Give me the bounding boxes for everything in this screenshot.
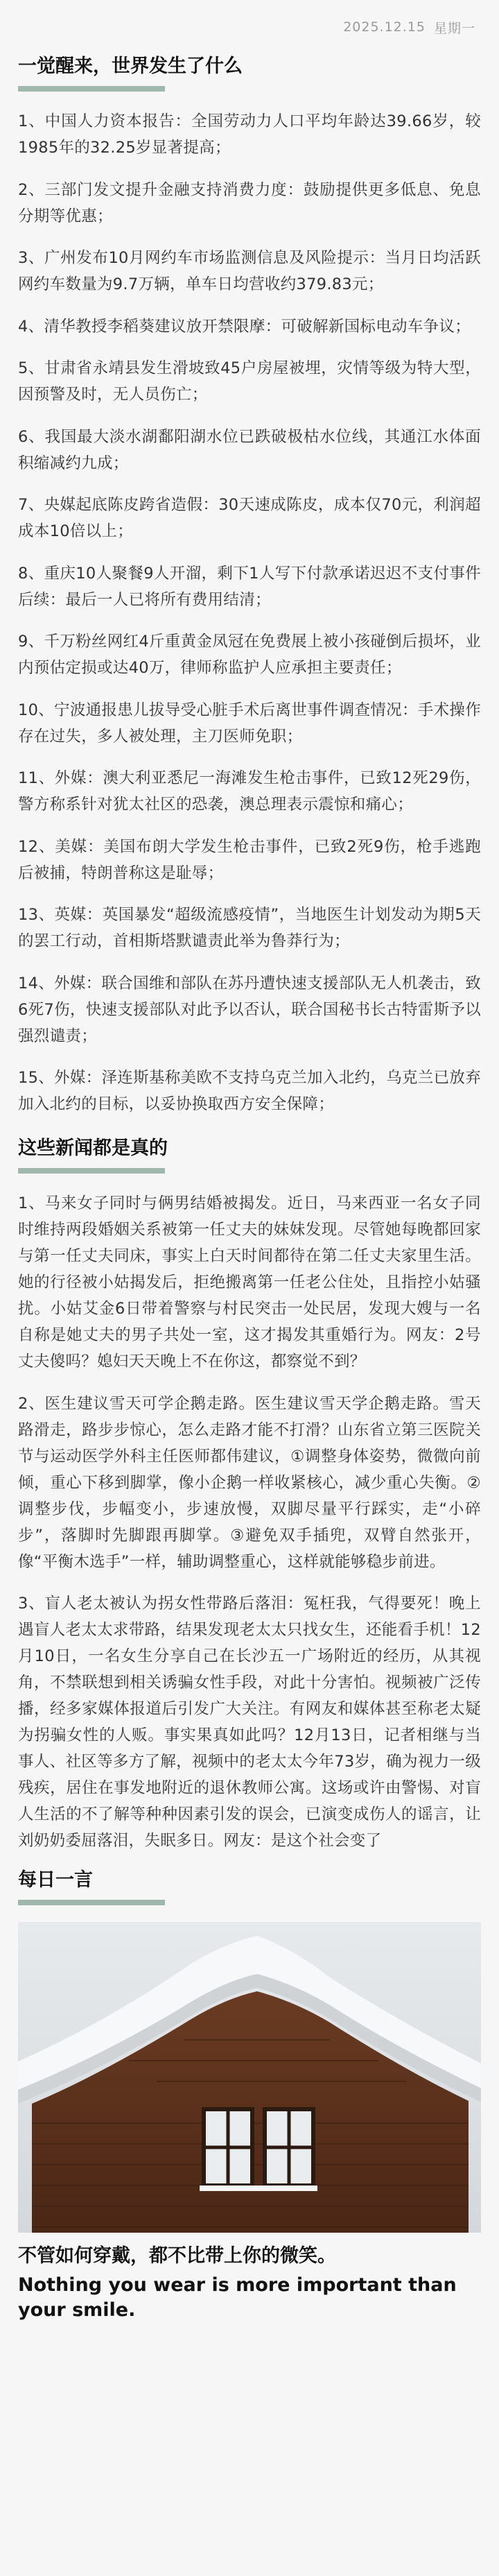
news-item: 14、外媒：联合国维和部队在苏丹遭快速支援部队无人机袭击，致6死7伤，快速支援部队对此予以否认，联合国秘书长古特雷斯予以强烈谴责； <box>18 974 481 1045</box>
story-paragraph: 2、医生建议雪天可学企鹅走路。医生建议雪天学企鹅走路。雪天路滑走，路步步惊心，怎么走路才能不打滑？山东省立第三医院关节与运动医学外科主任医师都伟建议，①调整身体姿势，微微向前倾，重心下移到脚掌，像小企鹅一样收紧核心，减少重心失衡。②调整步伐，步幅变小，步速放慢，双脚尽量平行踩实，走“小碎步”，落脚时先脚跟再脚掌。③避免双手插兜，双臂自然张开，像“平衡木选手”一样，辅助调整重心，这样就能够稳步前进。 <box>18 1394 481 1571</box>
story-paragraph: 1、马来女子同时与俩男结婚被揭发。近日，马来西亚一名女子同时维持两段婚姻关系被第一任丈夫的妹妹发现。尽管她每晚都回家与第一任丈夫同床，事实上白天时间都待在第二任丈夫家里生活。她的行径被小姑揭发后，拒绝搬离第一任老公住处，且指控小姑骚扰。小姑艾金6日带着警察与村民突击一处民居，发现大嫂与一名自称是她丈夫的男子共处一室，这才揭发其重婚行为。网友：2号丈夫傻吗？媳妇天天晚上不在你这，都察觉不到？ <box>18 1194 481 1371</box>
news-item: 2、三部门发文提升金融支持消费力度：鼓励提供更多低息、免息分期等优惠； <box>18 180 481 225</box>
news-item: 15、外媒：泽连斯基称美欧不支持乌克兰加入北约，乌克兰已放弃加入北约的目标，以妥协换取西方安全保障； <box>18 1069 481 1113</box>
section-title: 每日一言 <box>18 1869 93 1891</box>
quote-chinese: 不管如何穿戴，都不比带上你的微笑。 <box>18 2245 336 2267</box>
news-item: 9、千万粉丝网红4斤重黄金凤冠在免费展上被小孩碰倒后损坏，业内预估定损或达40万，律师称监护人应承担主要责任； <box>18 633 481 677</box>
date-header <box>0 0 499 54</box>
snowy-wooden-house-icon <box>18 1922 481 2233</box>
snowy-house-image <box>18 1922 481 2233</box>
news-item: 8、重庆10人聚餐9人开溜，剩下1人写下付款承诺迟迟不支付事件后续：最后一人已将所有费用结清； <box>18 564 481 609</box>
news-item: 6、我国最大淡水湖鄱阳湖水位已跌破极枯水位线，其通江水体面积缩减约九成； <box>18 427 481 472</box>
news-list <box>18 108 481 1117</box>
daily-quote-section <box>0 1868 499 1905</box>
news-item: 11、外媒：澳大利亚悉尼一海滩发生枪击事件，已致12死29伤，警方称系针对犹太社区的恐袭，澳总理表示震惊和痛心； <box>18 769 481 814</box>
news-item: 12、美媒：美国布朗大学发生枪击事件，已致2死9伤，枪手逃跑后被捕，特朗普称这是耻辱； <box>18 837 481 882</box>
title-underline <box>18 1900 165 1905</box>
title-underline <box>18 86 165 92</box>
news-item: 5、甘肃省永靖县发生滑坡致45户房屋被埋，灾情等级为特大型，因预警及时，无人员伤亡； <box>18 359 481 404</box>
news-item: 3、广州发布10月网约车市场监测信息及风险提示：当月日均活跃网约车数量为9.7万辆，单车日均营收约379.83元； <box>18 249 481 293</box>
weekday-text: 星期一 <box>433 20 475 36</box>
true-news-section <box>0 1136 499 1854</box>
title-underline <box>18 1168 165 1174</box>
news-item: 4、清华教授李稻葵建议放开禁限摩：可破解新国标电动车争议； <box>18 317 471 336</box>
news-item: 13、英媒：英国暴发“超级流感疫情”，当地医生计划发动为期5天的罢工行动，首相斯塔默谴责此举为鲁莽行为； <box>18 906 481 950</box>
news-item: 10、宁波通报患儿拔导受心脏手术后离世事件调查情况：手术操作存在过失，多人被处理，主刀医师免职； <box>18 701 481 746</box>
story-paragraph: 3、盲人老太被认为拐女性带路后落泪：冤枉我，气得要死！晚上遇盲人老太太求带路，结果发现老太太只找女生，还能看手机！12月10日，一名女生分享自己在长沙五一广场附近的经历，从其视角，不禁联想到相关诱骗女性手段，对此十分害怕。视频被广泛传播，经多家媒体报道后引发广大关注。有网友和媒体甚至称老太疑为拐骗女性的人贩。事实果真如此吗？12月13日，记者相继与当事人、社区等多方了解，视频中的老太太今年73岁，确为视力一级残疾，居住在事发地附近的退休教师公寓。这场或许由警惕、对盲人生活的不了解等种种因素引发的误会，已演变成伤人的谣言，让刘奶奶委屈落泪，失眠多日。网友：是这个社会变了 <box>18 1595 481 1850</box>
world-news-section <box>0 54 499 1117</box>
date-text: 2025.12.15 <box>343 19 426 35</box>
quote-english: Nothing you wear is more important than your smile. <box>18 2274 457 2321</box>
section-title: 一觉醒来，世界发生了什么 <box>18 55 243 77</box>
news-item: 7、央媒起底陈皮跨省造假：30天速成陈皮，成本仅70元，利润超成本10倍以上； <box>18 496 481 540</box>
section-title: 这些新闻都是真的 <box>18 1137 168 1159</box>
news-item: 1、中国人力资本报告：全国劳动力人口平均年龄达39.66岁，较1985年的32.25岁显著提高； <box>18 112 481 157</box>
